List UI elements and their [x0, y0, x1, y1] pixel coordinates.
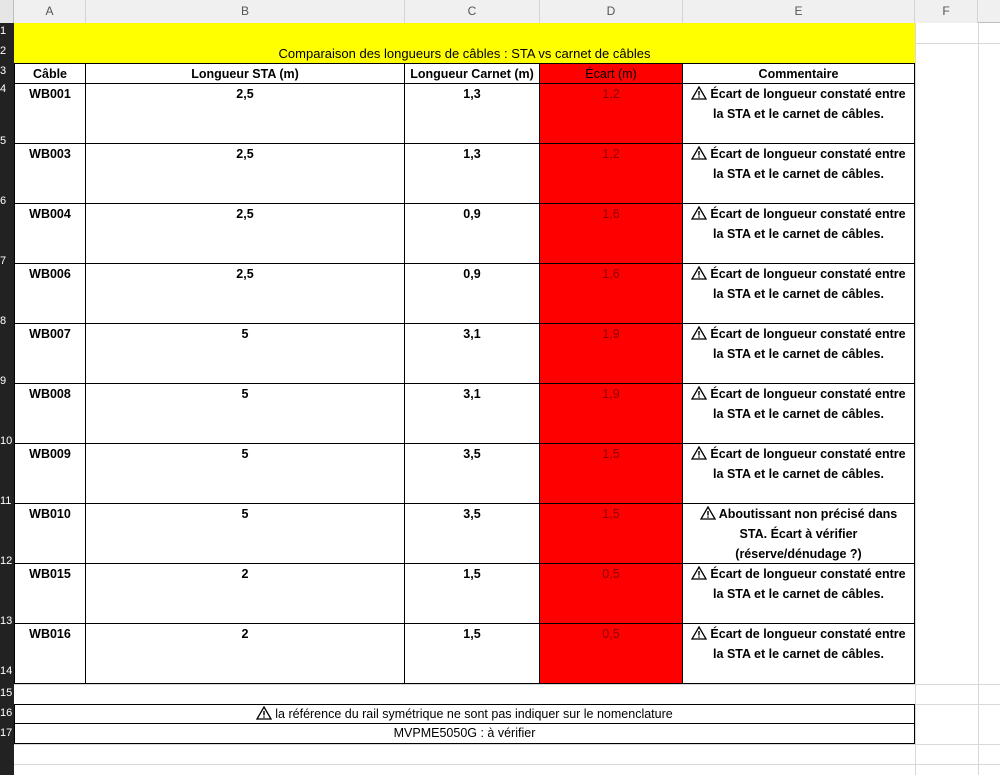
cell-ecart[interactable] — [540, 264, 683, 324]
warning-triangle-icon — [691, 566, 707, 580]
warning-triangle-icon — [691, 266, 707, 280]
cell-cable[interactable] — [14, 444, 86, 504]
column-header-e[interactable]: E — [683, 0, 915, 23]
cell-longueur-carnet-value: 3,1 — [463, 327, 481, 341]
comment-text — [683, 144, 914, 184]
cell-longueur-carnet[interactable] — [405, 324, 540, 384]
warning-triangle-icon — [691, 86, 707, 100]
warning-triangle-icon — [691, 626, 707, 640]
note-mvpme[interactable] — [14, 724, 915, 744]
cell-longueur-sta-value: 2 — [241, 567, 249, 581]
cell-longueur-sta-value: 5 — [241, 387, 249, 401]
cell-longueur-sta[interactable] — [86, 384, 405, 444]
comment-label: Écart de longueur constaté entre la STA et le carnet de câbles. — [710, 207, 906, 241]
cell-longueur-carnet[interactable] — [405, 84, 540, 144]
cell-longueur-sta-value: 2,5 — [236, 87, 254, 101]
row-number[interactable]: 16 — [0, 707, 13, 719]
row-number[interactable]: 13 — [0, 615, 13, 627]
cell-longueur-sta-value: 2,5 — [236, 147, 254, 161]
row-number[interactable]: 6 — [0, 195, 7, 207]
warning-triangle-icon — [691, 206, 707, 220]
header-commentaire[interactable]: Commentaire — [683, 63, 915, 84]
row-number[interactable]: 14 — [0, 665, 13, 677]
comment-text — [683, 84, 914, 124]
row-number[interactable]: 8 — [0, 315, 7, 327]
cell-longueur-sta-value: 2 — [241, 627, 249, 641]
page-title: Comparaison des longueurs de câbles : STA vs carnet de câbles — [278, 46, 651, 61]
row-number[interactable]: 10 — [0, 435, 13, 447]
row-number[interactable]: 11 — [0, 495, 12, 507]
comment-label: Écart de longueur constaté entre la STA et le carnet de câbles. — [710, 327, 906, 361]
comment-label: Écart de longueur constaté entre la STA et le carnet de câbles. — [710, 147, 906, 181]
gridline — [14, 744, 1000, 745]
cell-longueur-carnet-value: 0,9 — [463, 267, 481, 281]
gridline — [14, 764, 1000, 765]
cell-longueur-carnet-value: 1,5 — [463, 567, 481, 581]
cell-ecart-value: 1,2 — [602, 147, 620, 161]
cell-longueur-carnet-value: 3,5 — [463, 507, 481, 521]
cell-cable[interactable] — [14, 204, 86, 264]
cell-ecart[interactable] — [540, 324, 683, 384]
cell-commentaire[interactable] — [683, 324, 915, 384]
cell-ecart[interactable] — [540, 384, 683, 444]
cell-longueur-carnet[interactable] — [405, 624, 540, 684]
cell-cable-value: WB016 — [29, 627, 71, 641]
row-number[interactable]: 15 — [0, 687, 13, 699]
comment-label: Écart de longueur constaté entre la STA et le carnet de câbles. — [710, 447, 906, 481]
warning-triangle-icon — [691, 146, 707, 160]
cell-commentaire[interactable] — [683, 384, 915, 444]
cell-cable-value: WB001 — [29, 87, 71, 101]
cell-longueur-sta[interactable] — [86, 624, 405, 684]
cell-cable-value: WB007 — [29, 327, 71, 341]
cell-cable-value: WB004 — [29, 207, 71, 221]
cell-commentaire[interactable] — [683, 564, 915, 624]
cell-cable-value: WB015 — [29, 567, 71, 581]
cell-longueur-sta[interactable] — [86, 264, 405, 324]
cell-longueur-carnet-value: 1,3 — [463, 87, 481, 101]
gridline — [978, 23, 979, 775]
cell-cable[interactable] — [14, 504, 86, 564]
cell-ecart[interactable] — [540, 504, 683, 564]
cell-longueur-sta[interactable] — [86, 204, 405, 264]
cell-longueur-sta[interactable] — [86, 144, 405, 204]
cell-cable[interactable] — [14, 564, 86, 624]
row-number[interactable]: 7 — [0, 255, 7, 267]
comment-label: Écart de longueur constaté entre la STA et le carnet de câbles. — [710, 387, 906, 421]
cell-longueur-sta-value: 2,5 — [236, 267, 254, 281]
cell-commentaire[interactable] — [683, 144, 915, 204]
cell-ecart-value: 1,9 — [602, 327, 620, 341]
cell-longueur-sta-value: 5 — [241, 507, 249, 521]
cell-ecart-value: 1,5 — [602, 507, 620, 521]
column-header-f[interactable]: F — [915, 0, 978, 23]
cell-ecart[interactable] — [540, 624, 683, 684]
cell-cable-value: WB006 — [29, 267, 71, 281]
comment-label: Écart de longueur constaté entre la STA et le carnet de câbles. — [710, 627, 906, 661]
cell-longueur-sta[interactable] — [86, 504, 405, 564]
cell-commentaire[interactable] — [683, 264, 915, 324]
cell-ecart[interactable] — [540, 564, 683, 624]
cell-longueur-carnet[interactable] — [405, 264, 540, 324]
cell-longueur-carnet-value: 3,1 — [463, 387, 481, 401]
comment-label: Écart de longueur constaté entre la STA et le carnet de câbles. — [710, 567, 906, 601]
cell-ecart-value: 1,2 — [602, 87, 620, 101]
comment-text — [683, 204, 914, 244]
comment-label: Écart de longueur constaté entre la STA et le carnet de câbles. — [710, 267, 906, 301]
warning-triangle-icon — [691, 446, 707, 460]
cell-cable[interactable] — [14, 324, 86, 384]
cell-longueur-carnet[interactable] — [405, 204, 540, 264]
header-longueur-sta[interactable]: Longueur STA (m) — [86, 63, 405, 84]
cell-ecart[interactable] — [540, 144, 683, 204]
cell-ecart[interactable] — [540, 444, 683, 504]
gridline — [14, 684, 1000, 685]
cell-cable[interactable] — [14, 264, 86, 324]
cell-longueur-carnet[interactable] — [405, 564, 540, 624]
header-longueur-carnet[interactable]: Longueur Carnet (m) — [405, 63, 540, 84]
cell-longueur-sta[interactable] — [86, 84, 405, 144]
cell-cable[interactable] — [14, 384, 86, 444]
cell-commentaire[interactable] — [683, 444, 915, 504]
column-header-c[interactable]: C — [405, 0, 540, 23]
cell-longueur-carnet[interactable] — [405, 144, 540, 204]
row-number[interactable]: 1 — [0, 25, 7, 37]
cell-longueur-sta-value: 5 — [241, 327, 249, 341]
comment-text — [683, 624, 914, 664]
cell-longueur-sta-value: 5 — [241, 447, 249, 461]
column-header-a[interactable]: A — [14, 0, 86, 23]
row-number[interactable]: 4 — [0, 83, 7, 95]
cell-ecart-value: 1,9 — [602, 387, 620, 401]
comment-text — [683, 444, 914, 484]
cell-longueur-sta[interactable] — [86, 564, 405, 624]
cell-commentaire[interactable] — [683, 624, 915, 684]
comment-label: Aboutissant non précisé dans STA. Écart à vérifier (réserve/dénudage ?) — [718, 507, 898, 561]
warning-triangle-icon — [256, 706, 272, 720]
comment-text — [683, 264, 914, 304]
cell-longueur-carnet[interactable] — [405, 384, 540, 444]
cell-longueur-carnet-value: 3,5 — [463, 447, 481, 461]
cell-longueur-sta[interactable] — [86, 444, 405, 504]
cell-longueur-carnet[interactable] — [405, 504, 540, 564]
comment-text — [683, 504, 914, 564]
cell-longueur-sta-value: 2,5 — [236, 207, 254, 221]
cell-cable-value: WB009 — [29, 447, 71, 461]
cell-ecart-value: 1,5 — [602, 447, 620, 461]
row-number[interactable]: 3 — [0, 65, 7, 77]
cell-longueur-carnet-value: 1,3 — [463, 147, 481, 161]
row-number[interactable]: 17 — [0, 727, 13, 739]
note-mvpme-text: MVPME5050G : à vérifier — [393, 726, 536, 740]
cell-longueur-sta[interactable] — [86, 324, 405, 384]
comment-text — [683, 384, 914, 424]
row-number[interactable]: 2 — [0, 45, 7, 57]
warning-triangle-icon — [691, 326, 707, 340]
cell-ecart-value: 0,5 — [602, 627, 620, 641]
cell-longueur-carnet-value: 0,9 — [463, 207, 481, 221]
cell-commentaire[interactable] — [683, 504, 915, 564]
select-all-corner[interactable] — [0, 0, 14, 23]
cell-ecart[interactable] — [540, 204, 683, 264]
warning-triangle-icon — [700, 506, 716, 520]
row-number[interactable]: 12 — [0, 555, 13, 567]
cell-cable-value: WB003 — [29, 147, 71, 161]
column-header-d[interactable]: D — [540, 0, 683, 23]
warning-triangle-icon — [691, 386, 707, 400]
cell-longueur-carnet[interactable] — [405, 444, 540, 504]
cell-ecart[interactable] — [540, 84, 683, 144]
header-ecart[interactable]: Écart (m) — [540, 63, 683, 84]
cell-ecart-value: 0,5 — [602, 567, 620, 581]
cell-ecart-value: 1,6 — [602, 207, 620, 221]
cell-cable[interactable] — [14, 144, 86, 204]
cell-commentaire[interactable] — [683, 204, 915, 264]
column-header-b[interactable]: B — [86, 0, 405, 23]
cell-cable[interactable] — [14, 624, 86, 684]
cell-cable-value: WB010 — [29, 507, 71, 521]
note-rail-reference[interactable] — [14, 704, 915, 724]
cell-longueur-carnet-value: 1,5 — [463, 627, 481, 641]
gridline — [915, 23, 916, 775]
comment-text — [683, 324, 914, 364]
cell-commentaire[interactable] — [683, 84, 915, 144]
cell-cable[interactable] — [14, 84, 86, 144]
cell-cable-value: WB008 — [29, 387, 71, 401]
row-number[interactable]: 5 — [0, 135, 7, 147]
comment-label: Écart de longueur constaté entre la STA et le carnet de câbles. — [710, 87, 906, 121]
comment-text — [683, 564, 914, 604]
cell-ecart-value: 1,6 — [602, 267, 620, 281]
row-number[interactable]: 9 — [0, 375, 7, 387]
header-cable[interactable]: Câble — [14, 63, 86, 84]
note-rail-text: la référence du rail symétrique ne sont pas indiquer sur le nomenclature — [275, 707, 673, 721]
